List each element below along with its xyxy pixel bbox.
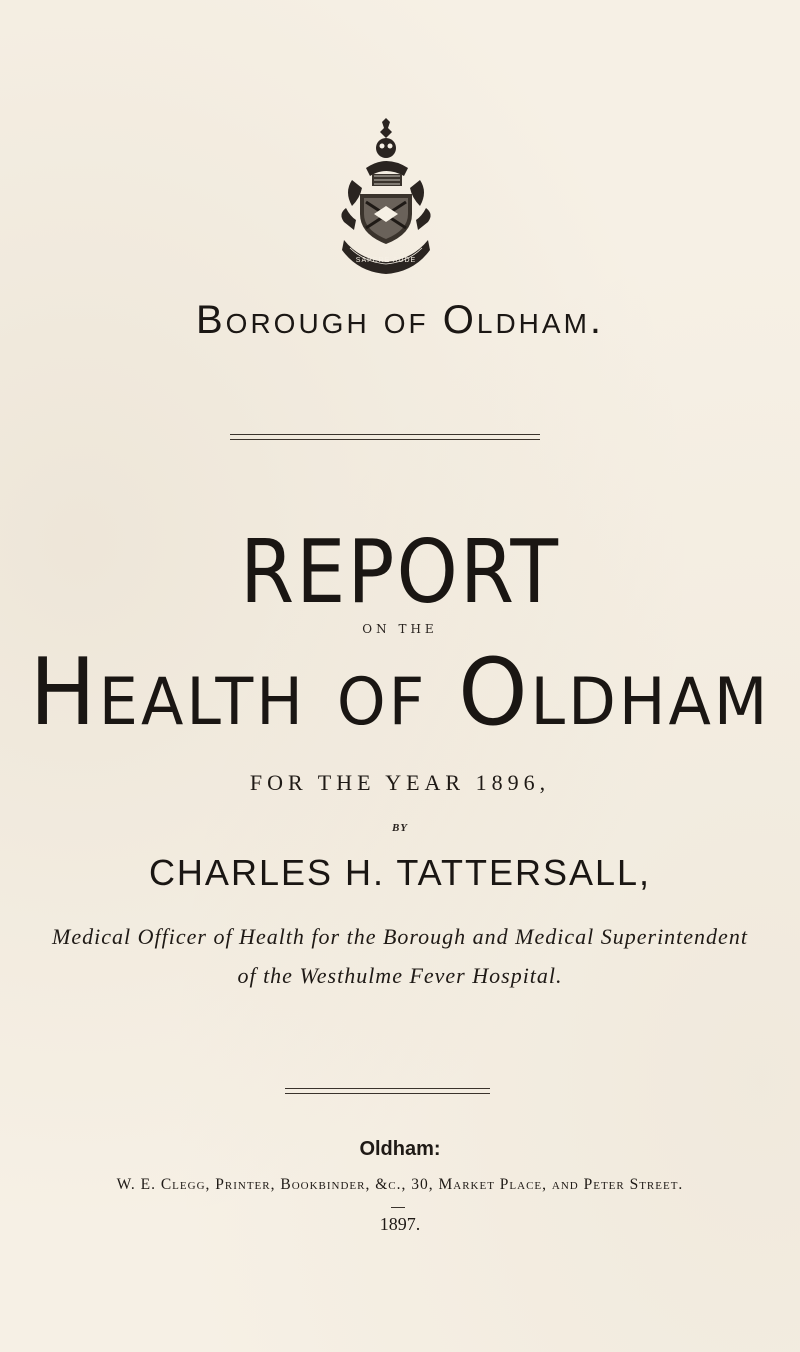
author-name: CHARLES H. TATTERSALL,	[148, 852, 652, 893]
divider-rule	[285, 1088, 490, 1094]
divider-rule	[230, 434, 540, 440]
report-title: REPORT	[239, 522, 561, 624]
on-the-label: ON THE	[362, 622, 438, 636]
imprint-place: Oldham:	[359, 1138, 441, 1160]
imprint-printer: W. E. Clegg, Printer, Bookbinder, &c., 30, Market Place, and Peter Street.	[116, 1176, 684, 1193]
author-role-line-1: Medical Officer of Health for the Borough and Medical Superintendent	[52, 924, 748, 949]
crest-motto: SAPERE AUDE	[355, 257, 417, 264]
main-title: Health of Oldham	[29, 637, 771, 747]
borough-heading: Borough of Oldham.	[195, 298, 605, 342]
short-dash	[391, 1207, 405, 1208]
by-label: BY	[391, 822, 409, 834]
year-line: FOR THE YEAR 1896,	[249, 770, 551, 795]
borough-crest-icon	[330, 110, 440, 275]
author-role-line-2: of the Westhulme Fever Hospital.	[237, 963, 563, 988]
imprint-year: 1897.	[379, 1214, 421, 1234]
